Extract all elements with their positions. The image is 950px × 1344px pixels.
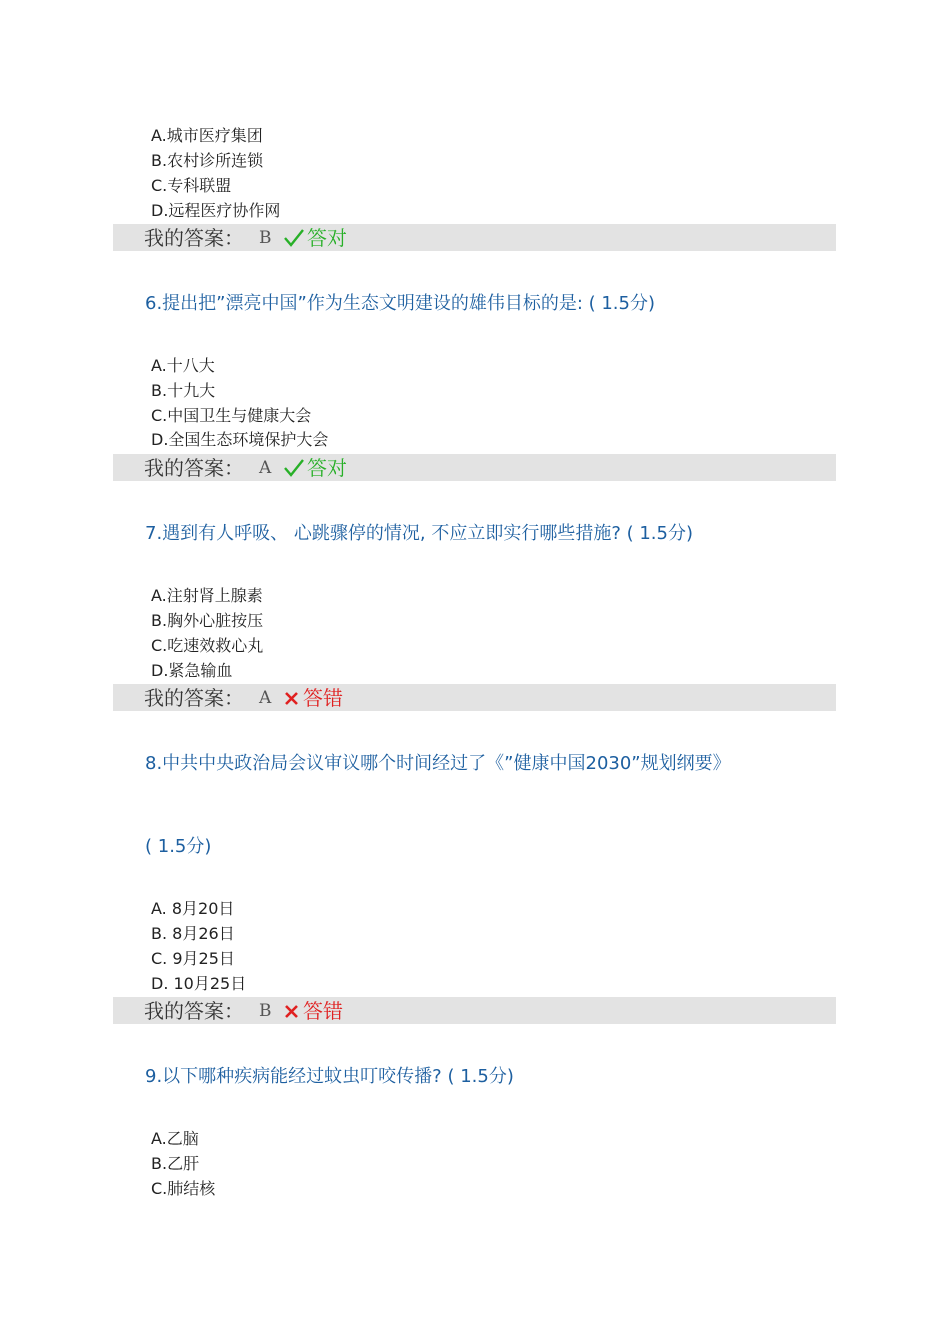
q5-answer-bar [113,224,836,251]
q6-answer-bar [113,454,836,481]
cross-icon [283,1001,301,1021]
q9-option-c[interactable]: C.肺结核 [151,1179,216,1198]
q8-option-c[interactable]: C. 9月25日 [151,949,235,968]
q8-option-a[interactable]: A. 8月20日 [151,899,235,918]
q8-title: 8.中共中央政治局会议审议哪个时间经过了《”健康中国2030”规划纲要》 [145,753,731,774]
q8-answer-bar [113,997,836,1024]
q6-option-c[interactable]: C.中国卫生与健康大会 [151,406,312,425]
result-mark [283,684,343,711]
q7-title: 7.遇到有人呼吸、 心跳骤停的情况, 不应立即实行哪些措施? ( 1.5分) [145,523,694,544]
q8-option-d[interactable]: D. 10月25日 [151,974,247,993]
result-text: 答对 [307,225,347,250]
q9-option-a[interactable]: A.乙脑 [151,1129,199,1148]
check-icon [283,228,305,248]
q6-option-a[interactable]: A.十八大 [151,356,215,375]
q7-option-d[interactable]: D.紧急输血 [151,661,233,680]
result-text: 答对 [307,455,347,480]
q5-option-a[interactable]: A.城市医疗集团 [151,126,263,145]
answer-label: 我的答案： [144,686,244,710]
q8-score: ( 1.5分) [145,836,212,857]
q5-option-b[interactable]: B.农村诊所连锁 [151,151,264,170]
q7-option-a[interactable]: A.注射肾上腺素 [151,586,263,605]
q7-option-c[interactable]: C.吃速效救心丸 [151,636,264,655]
q9-title: 9.以下哪种疾病能经过蚊虫叮咬传播? ( 1.5分) [145,1066,514,1087]
result-text: 答错 [303,998,343,1023]
my-answer-value: B [259,1001,272,1021]
q5-option-c[interactable]: C.专科联盟 [151,176,232,195]
my-answer-value: B [259,228,272,248]
result-mark [283,997,343,1024]
q5-option-d[interactable]: D.远程医疗协作网 [151,201,281,220]
cross-icon [283,688,301,708]
my-answer-value: A [259,688,272,708]
answer-label: 我的答案： [144,226,244,250]
check-icon [283,458,305,478]
answer-label: 我的答案： [144,456,244,480]
q6-option-d[interactable]: D.全国生态环境保护大会 [151,430,329,449]
q6-option-b[interactable]: B.十九大 [151,381,216,400]
q7-option-b[interactable]: B.胸外心脏按压 [151,611,264,630]
result-mark [283,454,347,481]
q8-option-b[interactable]: B. 8月26日 [151,924,235,943]
q6-title: 6.提出把”漂亮中国”作为生态文明建设的雄伟目标的是: ( 1.5分) [145,293,656,314]
result-mark [283,224,347,251]
result-text: 答错 [303,685,343,710]
q7-answer-bar [113,684,836,711]
my-answer-value: A [259,458,272,478]
answer-label: 我的答案： [144,999,244,1023]
q9-option-b[interactable]: B.乙肝 [151,1154,200,1173]
